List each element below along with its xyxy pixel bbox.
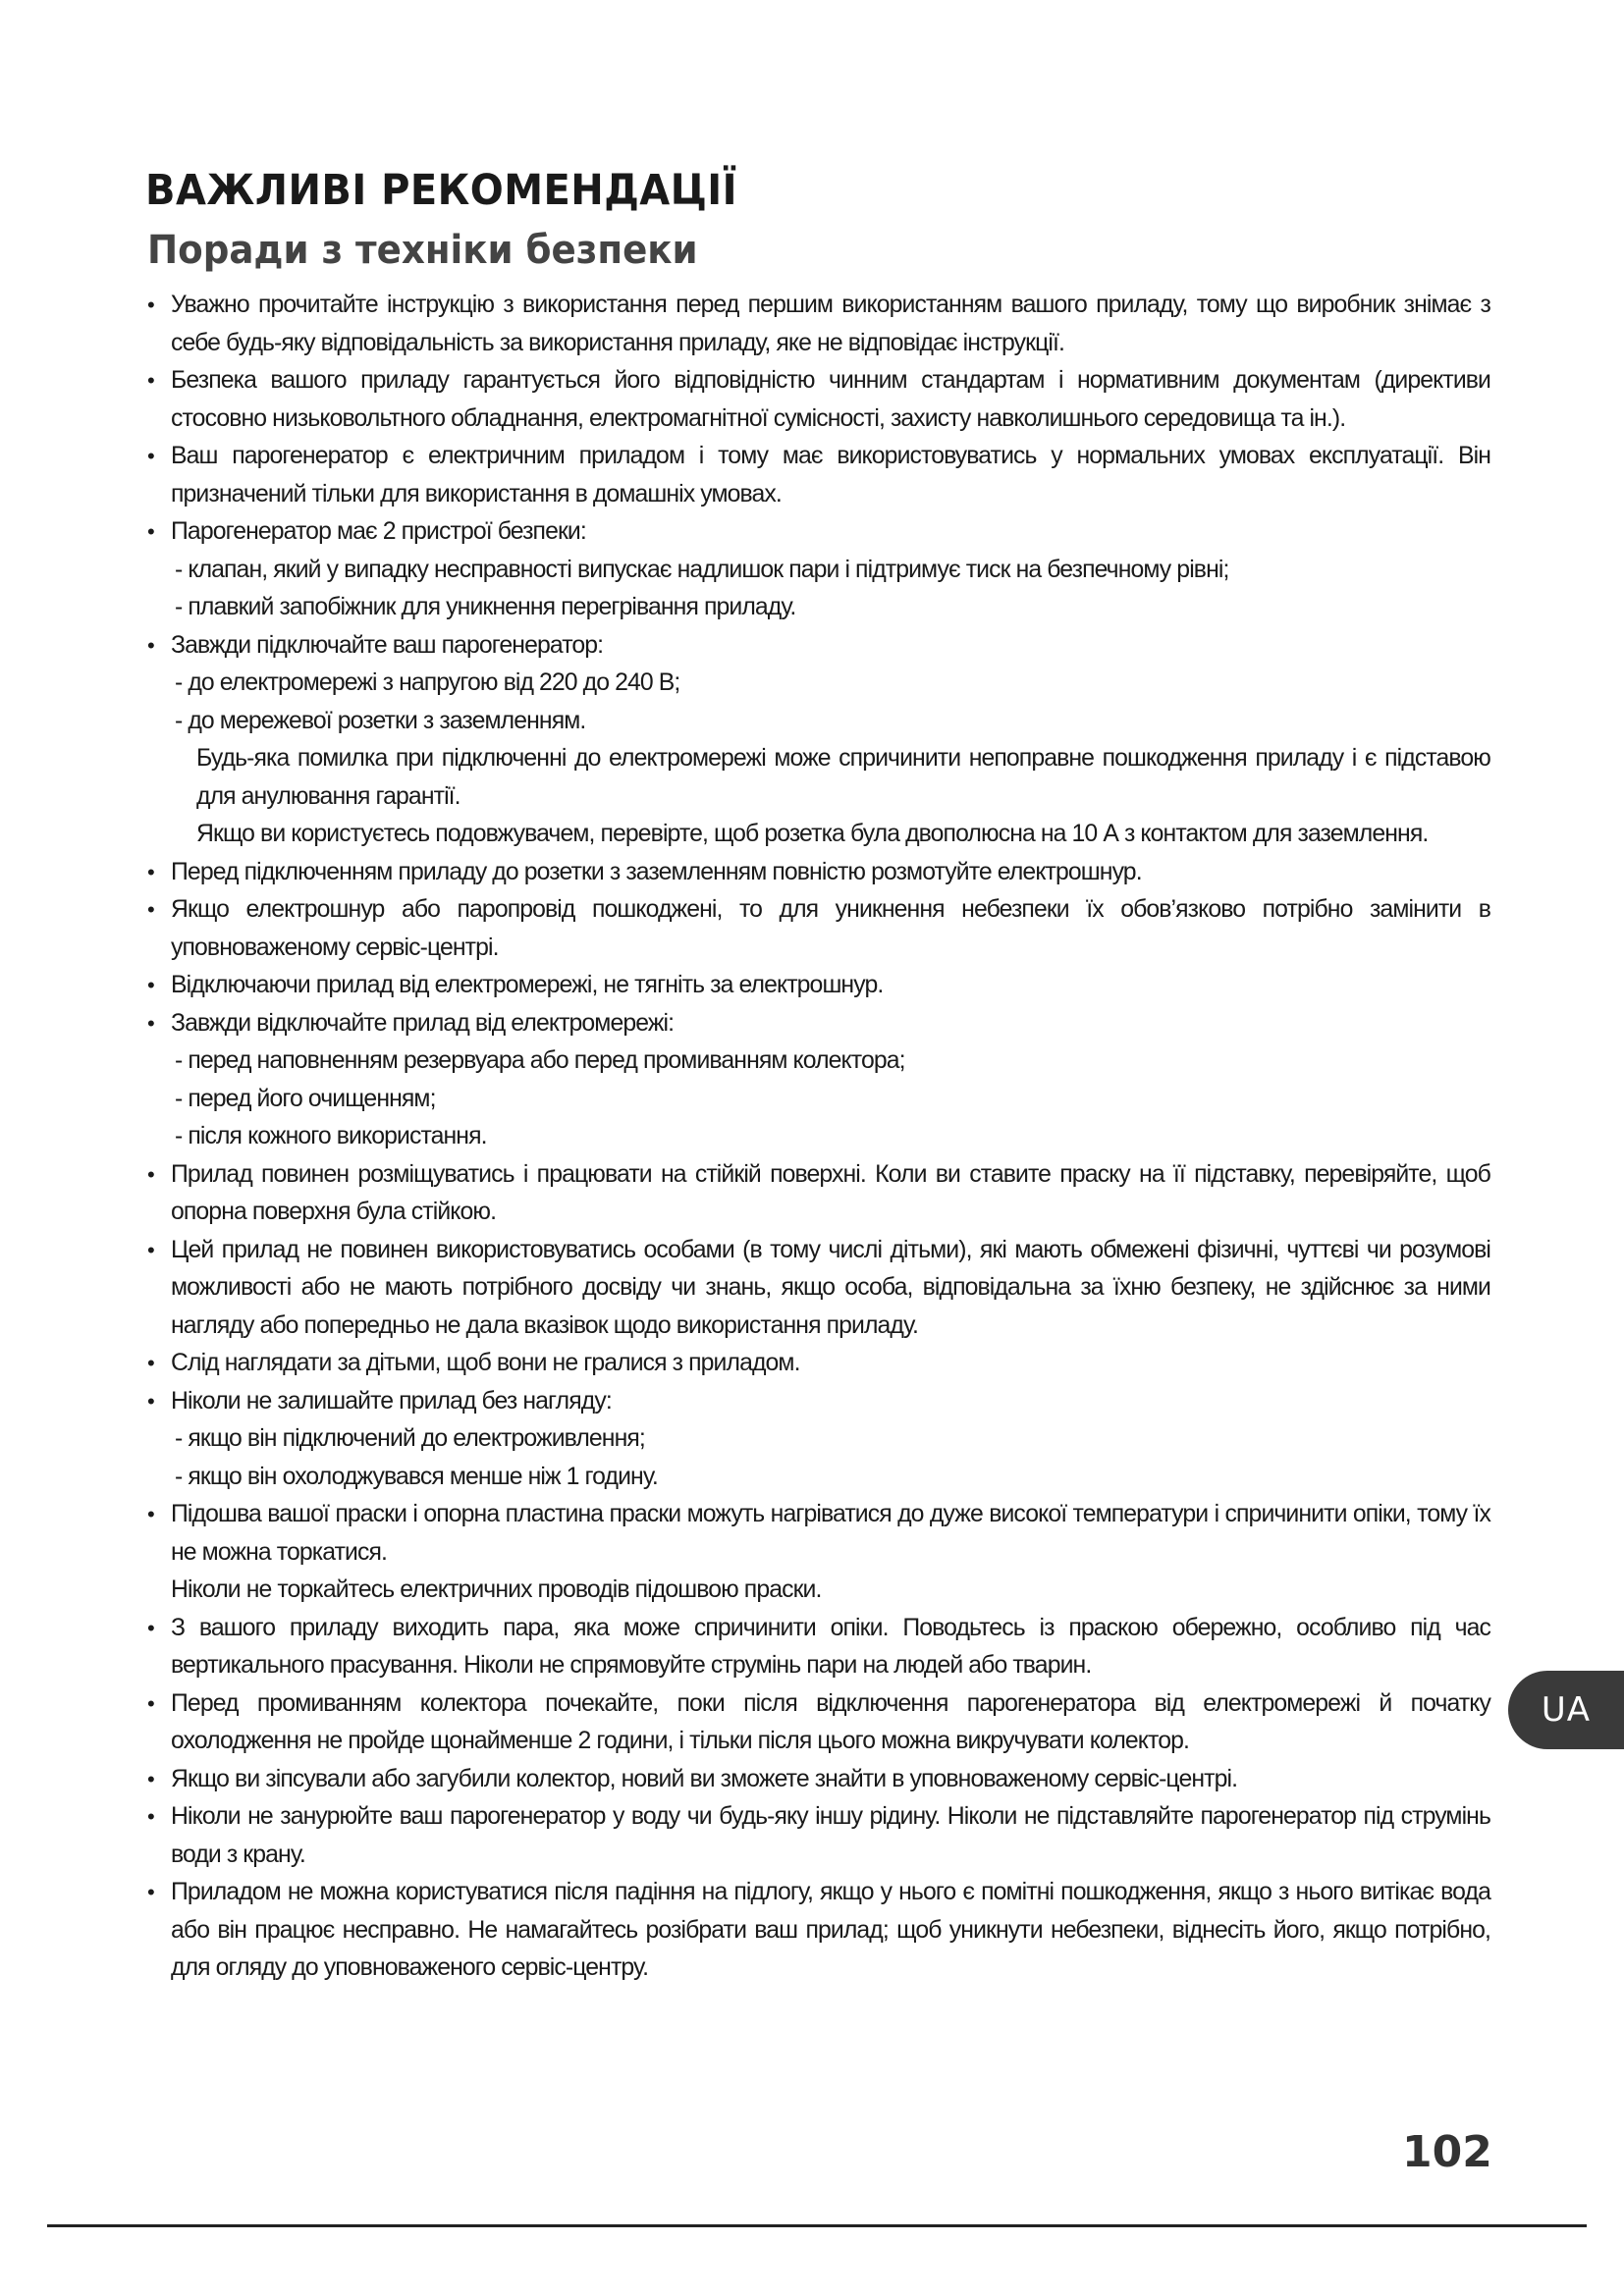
section-subtitle: Поради з техніки безпеки — [147, 228, 698, 273]
list-item: • Відключаючи прилад від електромережі, не тягніть за електрошнур. — [145, 967, 1490, 1005]
note-paragraph: Будь-яка помилка при підключенні до електромережі може спричинити непоправне пошкодження приладу і є підставою для анулювання гарантії. — [196, 745, 1490, 810]
list-item: • Ніколи не занурюйте ваш парогенератор у воду чи будь-яку іншу рідину. Ніколи не підставляйте парогенератор під струмінь води з крану. — [145, 1798, 1490, 1874]
sub-item: - перед наповненням резервуара або перед промиванням колектора; — [175, 1047, 905, 1074]
list-item: • Цей прилад не повинен використовуватись особами (в тому числі дітьми), які мають обмежені фізичні, чуттєві чи розумові можливості або не мають потрібного досвіду чи знань, якщо особа, відповідальна за їхню безпеку, не здійснює за ними нагляду або попередньо не дала вказівок щодо використання приладу. — [145, 1232, 1490, 1346]
sub-item: - плавкий запобіжник для уникнення перегрівання приладу. — [175, 594, 796, 620]
sub-item: - якщо він охолоджувався менше ніж 1 годину. — [175, 1463, 658, 1490]
list-item: • Слід наглядати за дітьми, щоб вони не гралися з приладом. — [145, 1345, 1490, 1383]
sub-item: - перед його очищенням; — [175, 1085, 436, 1112]
list-item: • Перед промиванням колектора почекайте, поки після відключення парогенератора від електромережі й початку охолодження не пройде щонайменше 2 години, і тільки після цього можна викручувати колектор. — [145, 1685, 1490, 1761]
list-item: • Завжди відключайте прилад від електромережі: — [145, 1005, 1490, 1043]
safety-list — [145, 287, 1490, 1988]
note-paragraph: Ніколи не торкайтесь електричних проводів підошвою праски. — [171, 1576, 822, 1603]
footer-divider — [47, 2224, 1587, 2227]
list-item: • Якщо ви зіпсували або загубили колектор, новий ви зможете знайти в уповноваженому сервіс-центрі. — [145, 1761, 1490, 1799]
sub-item: - після кожного використання. — [175, 1123, 487, 1149]
list-item: • Підошва вашої праски і опорна пластина праски можуть нагріватися до дуже високої температури і спричинити опіки, тому їх не можна торкатися. — [145, 1496, 1490, 1572]
page-number: 102 — [1402, 2127, 1492, 2177]
language-tab-label: UA — [1541, 1690, 1592, 1730]
sub-item: - до мережевої розетки з заземленням. — [175, 707, 586, 734]
list-item: • Приладом не можна користуватися після падіння на підлогу, якщо у нього є помітні пошкодження, якщо з нього витікає вода або він працює несправно. Не намагайтесь розібрати ваш прилад; щоб уникнути небезпеки, віднесіть його, якщо потрібно, для огляду до уповноваженого сервіс-центру. — [145, 1874, 1490, 1988]
list-item: • Прилад повинен розміщуватись і працювати на стійкій поверхні. Коли ви ставите праску на її підставку, перевіряйте, щоб опорна поверхня була стійкою. — [145, 1156, 1490, 1232]
list-item: • Парогенератор має 2 пристрої безпеки: — [145, 513, 1490, 552]
note-paragraph: Якщо ви користуєтесь подовжувачем, перевірте, щоб розетка була двополюсна на 10 А з контактом для заземлення. — [196, 821, 1429, 847]
sub-item: - до електромережі з напругою від 220 до 240 В; — [175, 669, 680, 696]
list-item: • Уважно прочитайте інструкцію з використання перед першим використанням вашого приладу, тому що виробник знімає з себе будь-яку відповідальність за використання приладу, яке не відповідає інструкції. — [145, 287, 1490, 362]
language-tab — [1508, 1671, 1624, 1749]
list-item: • Завжди підключайте ваш парогенератор: — [145, 627, 1490, 666]
list-item: • Ваш парогенератор є електричним приладом і тому має використовуватись у нормальних умовах експлуатації. Він призначений тільки для використання в домашніх умовах. — [145, 438, 1490, 513]
page-title: ВАЖЛИВІ РЕКОМЕНДАЦІЇ — [145, 166, 737, 215]
list-item: • Якщо електрошнур або паропровід пошкоджені, то для уникнення небезпеки їх обов’язково потрібно замінити в уповноваженому сервіс-центрі. — [145, 891, 1490, 967]
list-item: • Безпека вашого приладу гарантується його відповідністю чинним стандартам і нормативним документам (директиви стосовно низьковольтного обладнання, електромагнітної сумісності, захисту навколишнього середовища та ін.). — [145, 362, 1490, 438]
list-item: • З вашого приладу виходить пара, яка може спричинити опіки. Поводьтесь із праскою обережно, особливо під час вертикального прасування. Ніколи не спрямовуйте струмінь пари на людей або тварин. — [145, 1610, 1490, 1685]
sub-item: - якщо він підключений до електроживлення; — [175, 1425, 645, 1452]
list-item: • Перед підключенням приладу до розетки з заземленням повністю розмотуйте електрошнур. — [145, 854, 1490, 892]
sub-item: - клапан, який у випадку несправності випускає надлишок пари і підтримує тиск на безпечному рівні; — [175, 556, 1229, 583]
list-item: • Ніколи не залишайте прилад без нагляду: — [145, 1383, 1490, 1421]
